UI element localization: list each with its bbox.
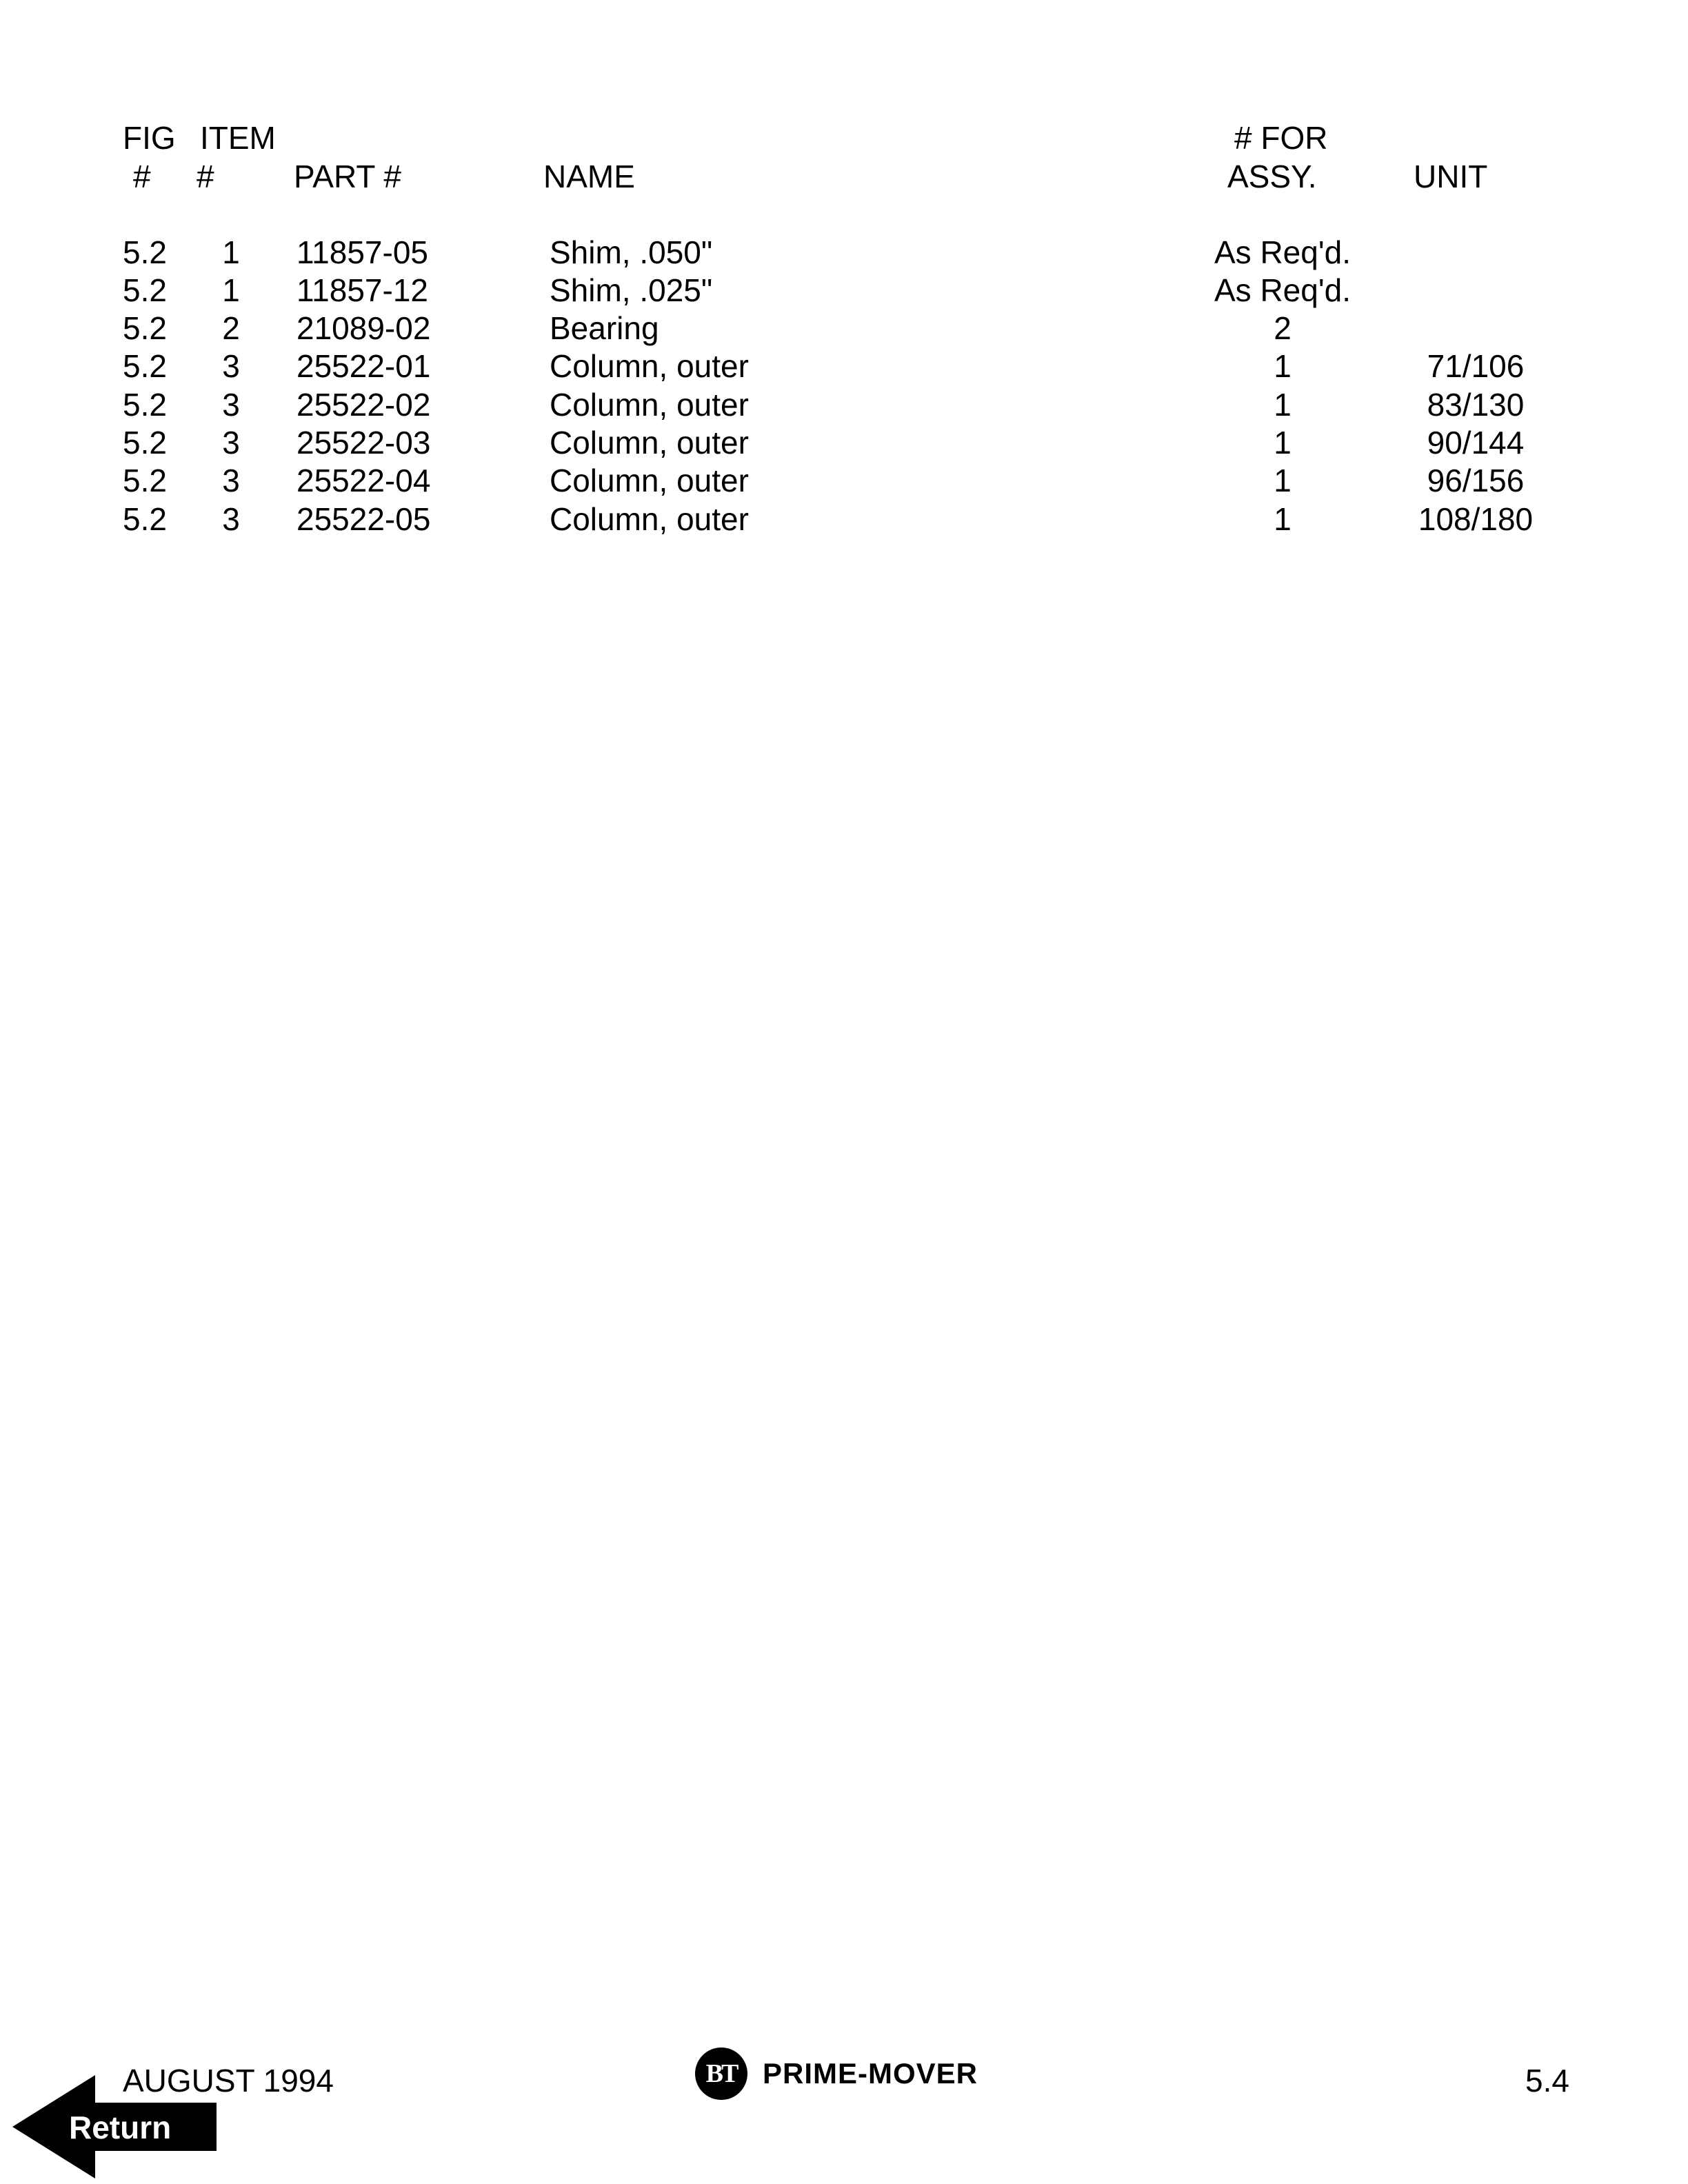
cell-assy: 1: [1274, 501, 1292, 537]
cell-assy: 1: [1274, 387, 1292, 423]
table-row: [0, 385, 1688, 424]
cell-name: Shim, .050": [550, 234, 713, 270]
prime-mover-logo: [695, 2046, 978, 2101]
cell-fig: 5.2: [123, 234, 167, 270]
cell-part: 11857-12: [297, 272, 428, 308]
cell-item: 3: [222, 387, 240, 423]
cell-item: 1: [222, 234, 240, 270]
cell-name: Column, outer: [550, 387, 749, 423]
header-fig-top: FIG: [123, 120, 176, 156]
cell-part: 25522-04: [297, 463, 431, 498]
cell-part: 25522-03: [297, 425, 431, 461]
cell-item: 3: [222, 463, 240, 498]
cell-assy: As Req'd.: [1214, 272, 1351, 308]
header-assy-bottom: ASSY.: [1227, 159, 1317, 194]
cell-part: 21089-02: [297, 310, 431, 346]
cell-unit: 71/106: [1427, 348, 1525, 384]
cell-name: Column, outer: [550, 425, 749, 461]
cell-assy: As Req'd.: [1214, 234, 1351, 270]
cell-fig: 5.2: [123, 387, 167, 423]
table-row: [0, 233, 1688, 272]
cell-fig: 5.2: [123, 425, 167, 461]
cell-item: 3: [222, 348, 240, 384]
return-button[interactable]: [12, 2075, 219, 2178]
cell-name: Column, outer: [550, 501, 749, 537]
table-row: [0, 461, 1688, 500]
cell-item: 3: [222, 501, 240, 537]
cell-name: Column, outer: [550, 463, 749, 498]
header-assy-top: # FOR: [1234, 120, 1328, 156]
cell-fig: 5.2: [123, 348, 167, 384]
cell-unit: 96/156: [1427, 463, 1525, 498]
cell-part: 25522-01: [297, 348, 431, 384]
cell-assy: 1: [1274, 463, 1292, 498]
cell-unit: 108/180: [1418, 501, 1534, 537]
table-row: [0, 500, 1688, 538]
cell-fig: 5.2: [123, 310, 167, 346]
cell-assy: 1: [1274, 425, 1292, 461]
cell-fig: 5.2: [123, 463, 167, 498]
logo-text: PRIME-MOVER: [763, 2057, 978, 2090]
cell-unit: 90/144: [1427, 425, 1525, 461]
cell-part: 25522-02: [297, 387, 431, 423]
cell-name: Shim, .025": [550, 272, 713, 308]
table-row: [0, 271, 1688, 310]
header-fig-bottom: #: [133, 159, 151, 194]
cell-name: Column, outer: [550, 348, 749, 384]
cell-item: 3: [222, 425, 240, 461]
table-row: [0, 423, 1688, 462]
page-number: 5.4: [1525, 2063, 1569, 2099]
header-item-top: ITEM: [200, 120, 276, 156]
header-item-bottom: #: [197, 159, 214, 194]
bt-logo-icon: BT: [695, 2048, 747, 2100]
cell-part: 25522-05: [297, 501, 431, 537]
footer-date: AUGUST 1994: [123, 2063, 334, 2099]
cell-part: 11857-05: [297, 234, 428, 270]
header-part: PART #: [294, 159, 401, 194]
table-row: [0, 347, 1688, 385]
cell-fig: 5.2: [123, 501, 167, 537]
cell-fig: 5.2: [123, 272, 167, 308]
cell-assy: 1: [1274, 348, 1292, 384]
return-label: Return: [69, 2110, 172, 2145]
cell-item: 2: [222, 310, 240, 346]
cell-item: 1: [222, 272, 240, 308]
header-name: NAME: [543, 159, 635, 194]
cell-name: Bearing: [550, 310, 659, 346]
cell-assy: 2: [1274, 310, 1292, 346]
table-row: [0, 309, 1688, 347]
header-unit: UNIT: [1414, 159, 1488, 194]
cell-unit: 83/130: [1427, 387, 1525, 423]
